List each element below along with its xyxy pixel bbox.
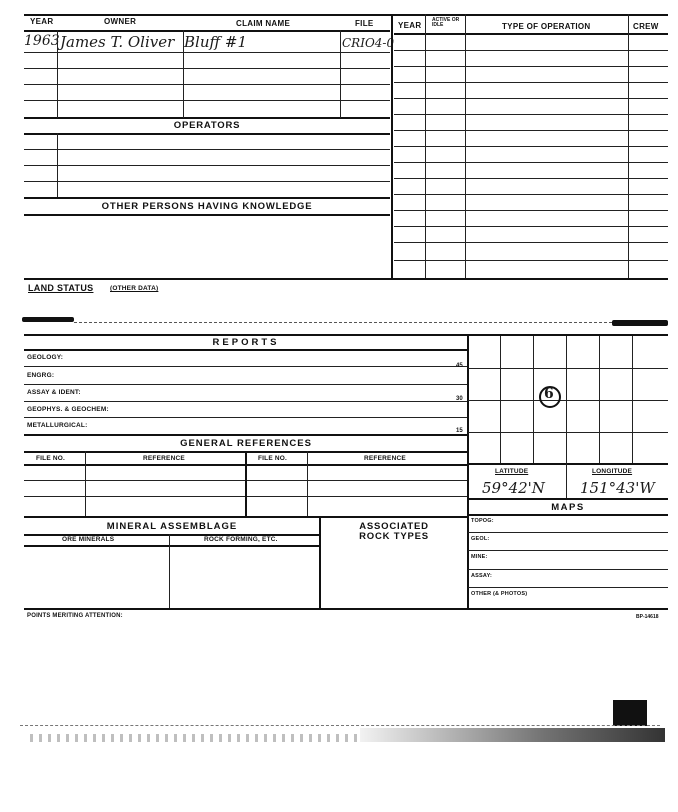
latitude-value: 59°42'N <box>482 479 545 497</box>
general-references-heading: GENERAL REFERENCES <box>180 438 312 449</box>
right-row-line <box>394 98 668 99</box>
row-line <box>468 587 668 588</box>
right-row-line <box>394 82 668 83</box>
row-line <box>24 117 390 119</box>
top-border <box>24 14 668 16</box>
geology-label: GEOLOGY: <box>27 354 64 361</box>
rock-forming-header: ROCK FORMING, ETC. <box>204 536 278 543</box>
row-line <box>24 417 468 418</box>
col-line <box>245 451 247 516</box>
row-line <box>24 401 468 402</box>
right-row-line <box>394 194 668 195</box>
center-divider <box>391 14 393 278</box>
row-line <box>24 165 390 166</box>
form-number: BP-14618 <box>636 614 659 620</box>
col-line <box>57 133 58 197</box>
grid-row <box>468 400 668 401</box>
row-line <box>24 68 390 69</box>
col-line <box>183 30 184 118</box>
grid-row <box>468 432 668 433</box>
header-rule-left <box>24 30 390 32</box>
claim-name-header: CLAIM NAME <box>236 19 291 28</box>
geol-label: GEOL: <box>471 536 490 542</box>
other-persons-heading: OTHER PERSONS HAVING KNOWLEDGE <box>101 201 313 212</box>
scan-mark <box>612 320 668 326</box>
row-line <box>24 181 390 182</box>
file-header: FILE <box>355 19 374 28</box>
col-line <box>85 451 86 516</box>
right-row-line <box>394 114 668 115</box>
col-line <box>169 534 170 608</box>
right-row-line <box>394 146 668 147</box>
row-line <box>24 52 390 53</box>
topog-label: TOPOG: <box>471 518 494 524</box>
longitude-value: 151°43'W <box>580 479 655 497</box>
land-status-sub: (OTHER DATA) <box>110 285 159 292</box>
row-line <box>24 149 390 150</box>
right-col-line <box>425 14 426 278</box>
right-row-line <box>394 242 668 243</box>
row-line <box>24 197 390 199</box>
land-status-line <box>74 322 612 323</box>
year-header: YEAR <box>30 17 54 26</box>
right-row-line <box>394 162 668 163</box>
reference-header-1: REFERENCE <box>143 455 185 462</box>
scan-smudge <box>360 728 665 742</box>
entry-year: 1963 <box>24 33 60 49</box>
engrg-label: ENGRG: <box>27 372 55 379</box>
row-line <box>468 569 668 570</box>
col-line <box>57 30 58 118</box>
grid-number: 45 <box>456 363 463 369</box>
row-line <box>468 550 668 551</box>
lat-long-divider <box>566 463 567 498</box>
row-line <box>24 214 390 216</box>
file-no-header-1: FILE NO. <box>36 455 66 462</box>
scan-mark <box>22 317 74 322</box>
row-line <box>24 100 390 101</box>
other-photos-label: OTHER (& PHOTOS) <box>471 591 528 597</box>
points-meriting-label: POINTS MERITING ATTENTION: <box>27 613 123 619</box>
grid-number: 15 <box>456 428 463 434</box>
mineral-assemblage-heading: MINERAL ASSEMBLAGE <box>106 521 238 532</box>
row-line <box>468 514 668 516</box>
entry-claim-name: Bluff #1 <box>184 33 247 51</box>
right-row-line <box>394 260 668 261</box>
row-line <box>24 133 390 135</box>
right-row-line <box>394 50 668 51</box>
operators-heading: OPERATORS <box>173 120 241 131</box>
location-marker: 6 <box>544 386 554 402</box>
right-row-line <box>394 226 668 227</box>
scan-block <box>613 700 647 726</box>
type-of-operation-header: TYPE OF OPERATION <box>502 22 591 31</box>
longitude-label: LONGITUDE <box>592 468 633 475</box>
assay-label: ASSAY & IDENT: <box>27 389 81 396</box>
assay-map-label: ASSAY: <box>471 573 493 579</box>
header-rule-right <box>394 33 668 35</box>
row-line <box>24 434 468 436</box>
mine-label: MINE: <box>471 554 488 560</box>
col-line <box>307 451 308 516</box>
file-no-header-2: FILE NO. <box>258 455 288 462</box>
crew-header: CREW <box>633 22 659 31</box>
right-row-line <box>394 130 668 131</box>
grid-number: 30 <box>456 396 463 402</box>
land-status-label: LAND STATUS <box>28 283 94 293</box>
scan-noise <box>30 734 360 742</box>
row-line <box>24 84 390 85</box>
right-row-line <box>394 210 668 211</box>
grid-row <box>468 368 668 369</box>
top-section-bottom <box>24 278 668 280</box>
ore-minerals-header: ORE MINERALS <box>62 536 115 543</box>
entry-file: CRIO4-0 <box>342 36 395 50</box>
right-col-line <box>465 14 466 278</box>
right-col-line <box>628 14 629 278</box>
owner-header: OWNER <box>104 17 137 26</box>
row-line <box>24 366 468 367</box>
geophys-label: GEOPHYS. & GEOCHEM: <box>27 406 109 413</box>
year2-header: YEAR <box>398 21 422 30</box>
right-row-line <box>394 66 668 67</box>
right-row-line <box>394 178 668 179</box>
latitude-label: LATITUDE <box>495 468 529 475</box>
maps-divider <box>467 334 469 608</box>
row-line <box>24 516 468 518</box>
entry-owner: James T. Oliver <box>60 33 175 51</box>
bottom-rule <box>24 608 668 610</box>
grid-row <box>468 463 668 465</box>
row-line <box>468 532 668 533</box>
scan-line <box>20 725 660 726</box>
col-line <box>340 30 341 118</box>
row-line <box>24 384 468 385</box>
maps-heading: MAPS <box>551 502 585 513</box>
reference-header-2: REFERENCE <box>364 455 406 462</box>
reports-heading: REPORTS <box>212 337 280 348</box>
row-line <box>24 545 320 547</box>
row-line <box>24 349 468 351</box>
active-idle-header: ACTIVE OR IDLE <box>432 17 460 28</box>
reports-top-rule <box>24 334 668 336</box>
metallurgical-label: METALLURGICAL: <box>27 422 88 429</box>
row-line <box>468 498 668 500</box>
associated-rock-types-heading: ASSOCIATED ROCK TYPES <box>359 521 429 542</box>
